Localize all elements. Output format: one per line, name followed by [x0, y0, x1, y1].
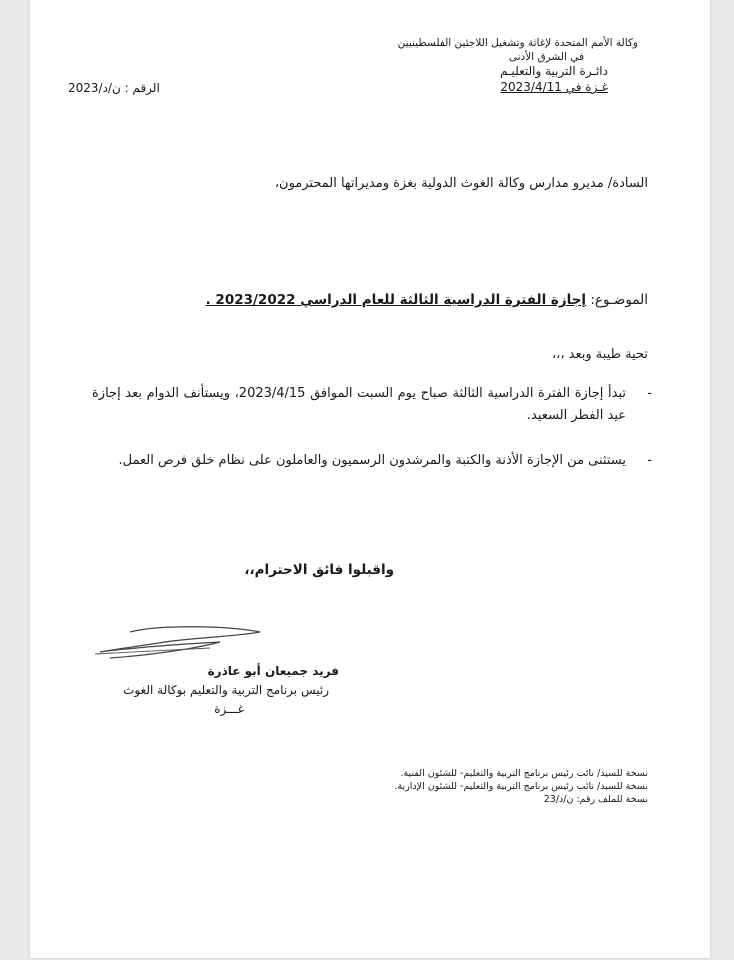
copy-line: نسخة للسيد/ نائب رئيس برنامج التربية والتعليم- للشئون الإدارية.: [394, 781, 648, 792]
subject-line: [206, 292, 648, 308]
reference-number: الرقم : ن/د/2023: [68, 81, 160, 95]
bullet-dash: -: [647, 386, 652, 401]
signatory-city: غـــزة: [214, 702, 244, 716]
signatory-name: فريد جميعان أبو عاذرة: [207, 664, 339, 678]
letter-page: [30, 0, 710, 958]
list-item: [92, 383, 652, 427]
place-date: غـزة في 2023/4/11: [500, 80, 608, 94]
department-name: دائـرة التربية والتعليـم: [500, 64, 608, 78]
copy-line: نسخة للسيد/ نائب رئيس برنامج التربية والتعليم- للشئون الفنية.: [400, 768, 648, 779]
subject-label: الموضـوع:: [590, 292, 648, 308]
list-item: [92, 450, 652, 472]
signatory-title: رئيس برنامج التربية والتعليم بوكالة الغوث: [123, 683, 329, 697]
bullet-dash: -: [647, 453, 652, 468]
item-text: يستثنى من الإجازة الأذنة والكتبة والمرشدون الرسميون والعاملون على نظام خلق فرص العمل.: [118, 453, 626, 468]
org-name-line1: وكالة الأمم المتحدة لإغاثة وتشغيل اللاجئين الفلسطينيين: [397, 37, 638, 49]
item-text: تبدأ إجازة الفترة الدراسية الثالثة صباح يوم السبت الموافق 2023/4/15، ويستأنف الدوام بعد إجازة عيد الفطر السعيد.: [92, 386, 626, 423]
org-name-line2: في الشرق الأدنى: [508, 51, 584, 63]
copy-line: نسخة للملف رقم: ن/د/23: [543, 794, 648, 805]
greeting: تحية طيبة وبعد ،،،: [551, 347, 648, 362]
subject-text: إجازة الفترة الدراسية الثالثة للعام الدراسي 2023/2022 .: [205, 292, 587, 308]
closing-line: واقبلوا فائق الاحترام،،: [244, 562, 394, 578]
addressee: السادة/ مديرو مدارس وكالة الغوث الدولية بغزة ومديراتها المحترمون،: [274, 176, 648, 191]
